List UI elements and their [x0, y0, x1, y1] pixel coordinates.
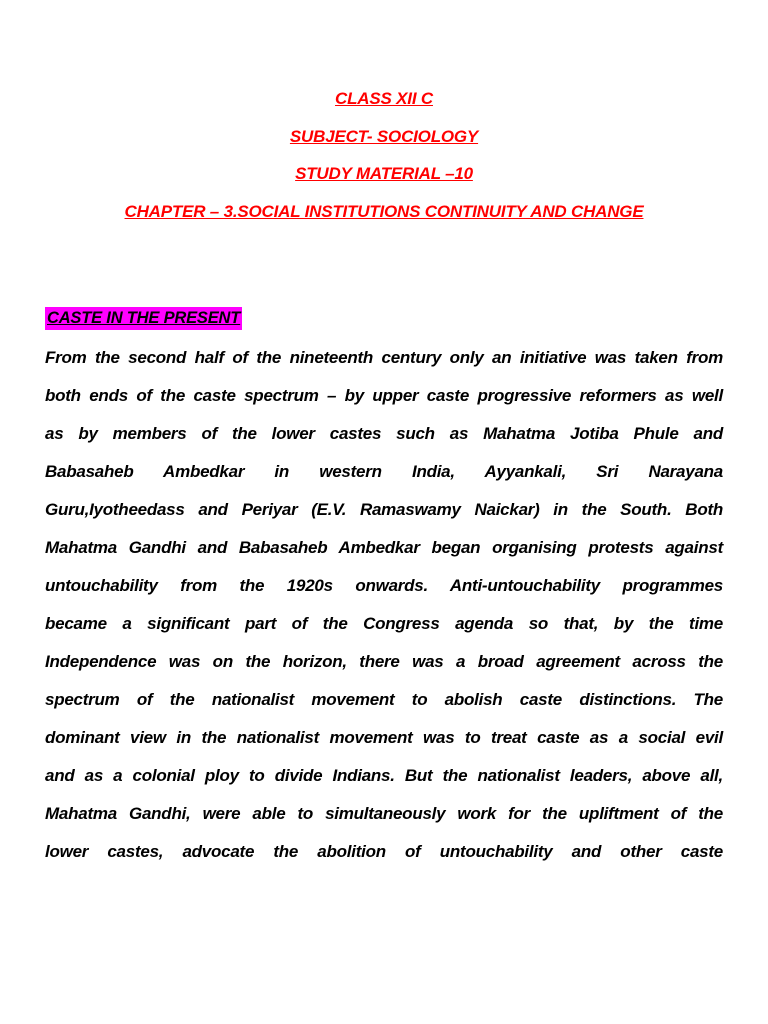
paragraph-line: both ends of the caste spectrum – by upper caste progressive reformers as well — [45, 386, 723, 405]
paragraph-line: Independence was on the horizon, there was a broad agreement across the — [45, 652, 723, 671]
paragraph-line: Mahatma Gandhi, were able to simultaneously work for the upliftment of the — [45, 804, 723, 823]
paragraph-line: From the second half of the nineteenth century only an initiative was taken from — [45, 348, 723, 367]
paragraph-line: became a significant part of the Congress agenda so that, by the time — [45, 614, 723, 633]
paragraph-line: untouchability from the 1920s onwards. Anti-untouchability programmes — [45, 576, 723, 595]
paragraph-line: lower castes, advocate the abolition of untouchability and other caste — [45, 842, 723, 861]
paragraph-line: Mahatma Gandhi and Babasaheb Ambedkar began organising protests against — [45, 538, 723, 557]
paragraph-line: dominant view in the nationalist movement was to treat caste as a social evil — [45, 728, 723, 747]
paragraph-line: spectrum of the nationalist movement to abolish caste distinctions. The — [45, 690, 723, 709]
paragraph-line: Babasaheb Ambedkar in western India, Ayyankali, Sri Narayana — [45, 462, 723, 481]
paragraph-line: as by members of the lower castes such as Mahatma Jotiba Phule and — [45, 424, 723, 443]
class-title: CLASS XII C — [335, 89, 433, 108]
chapter-title: CHAPTER – 3.SOCIAL INSTITUTIONS CONTINUITY AND CHANGE — [124, 201, 644, 221]
study-material-title: STUDY MATERIAL –10 — [295, 164, 473, 183]
section-heading: CASTE IN THE PRESENT — [45, 307, 242, 330]
paragraph-line: Guru,Iyotheedass and Periyar (E.V. Ramaswamy Naickar) in the South. Both — [45, 500, 723, 519]
body-paragraph — [45, 339, 723, 871]
subject-title: SUBJECT- SOCIOLOGY — [289, 126, 479, 146]
document-header — [0, 80, 768, 230]
paragraph-line: and as a colonial ploy to divide Indians. But the nationalist leaders, above all, — [45, 766, 723, 785]
